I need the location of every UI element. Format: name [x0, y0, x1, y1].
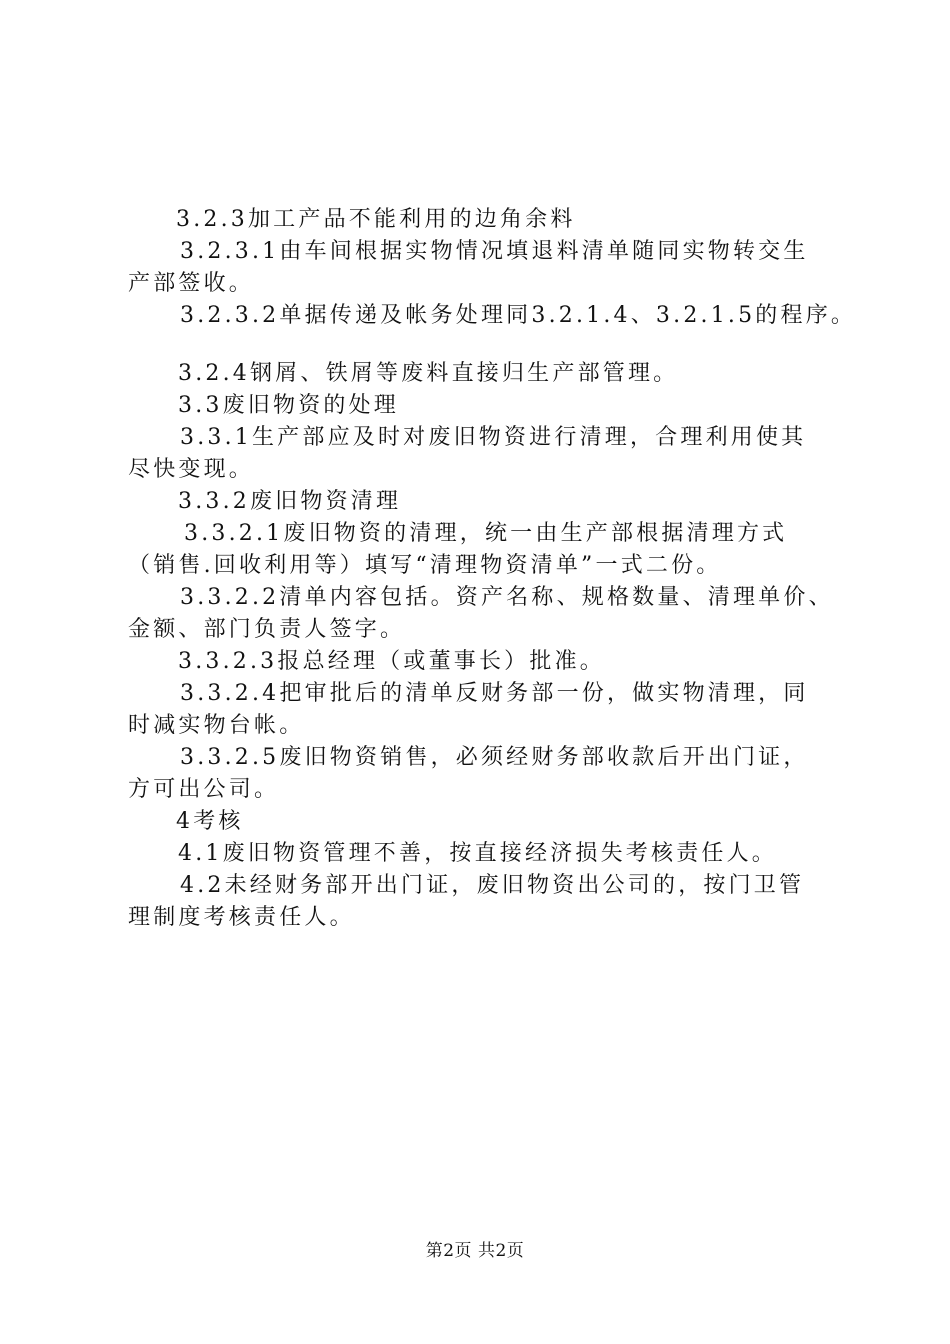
text-line: 3.2.3.2单据传递及帐务处理同3.2.1.4、3.2.1.5的程序。 — [180, 303, 857, 328]
text-line: 4.2未经财务部开出门证，废旧物资出公司的，按门卫管 — [180, 873, 805, 898]
text-line: 金额、部门负责人签字。 — [128, 617, 406, 642]
page-number-footer: 第2页 共2页 — [425, 1241, 525, 1261]
text-line: 方可出公司。 — [128, 777, 280, 802]
text-line: 3.3.2废旧物资清理 — [178, 489, 402, 514]
text-line: 产部签收。 — [128, 271, 255, 296]
document-body — [128, 204, 857, 934]
text-line: 3.3.2.4把审批后的清单反财务部一份，做实物清理，同 — [180, 681, 809, 706]
text-line: 3.3.2.1废旧物资的清理，统一由生产部根据清理方式 — [184, 521, 788, 546]
text-line: 3.3废旧物资的处理 — [178, 393, 399, 418]
text-line: 3.2.4钢屑、铁屑等废料直接归生产部管理。 — [178, 361, 679, 386]
text-line: 3.3.1生产部应及时对废旧物资进行清理，合理利用使其 — [180, 425, 807, 450]
text-line: 3.3.2.5废旧物资销售，必须经财务部收款后开出门证， — [180, 745, 809, 770]
text-line: 4.1废旧物资管理不善，按直接经济损失考核责任人。 — [178, 841, 777, 866]
text-line: 尽快变现。 — [128, 457, 255, 482]
text-line: 理制度考核责任人。 — [128, 905, 355, 930]
text-line: 3.2.3加工产品不能利用的边角余料 — [176, 207, 576, 232]
text-line: （销售.回收利用等）填写“清理物资清单”一式二份。 — [128, 553, 722, 578]
text-line: 3.3.2.3报总经理（或董事长）批准。 — [178, 649, 605, 674]
text-line: 3.2.3.1由车间根据实物情况填退料清单随同实物转交生 — [180, 239, 809, 264]
paragraph-gap — [128, 332, 840, 358]
text-line: 4考核 — [176, 809, 244, 834]
text-line: 时减实物台帐。 — [128, 713, 305, 738]
text-line: 3.3.2.2清单内容包括。资产名称、规格数量、清理单价、 — [180, 585, 834, 610]
